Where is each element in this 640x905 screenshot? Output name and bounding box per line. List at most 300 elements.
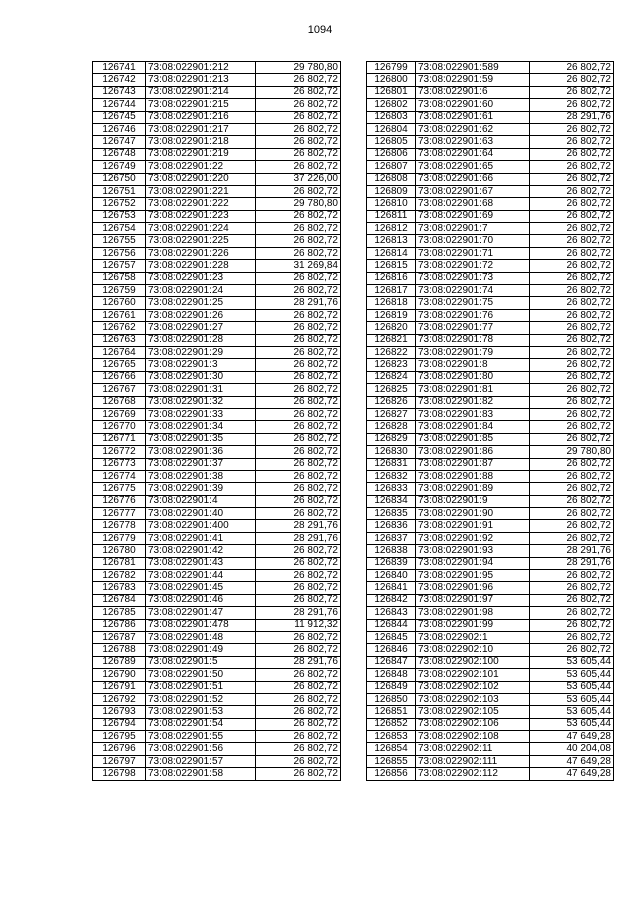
value-cell: 26 802,72 bbox=[530, 86, 614, 98]
table-row bbox=[367, 743, 614, 755]
row-number-cell: 126750 bbox=[93, 173, 146, 185]
value-cell: 26 802,72 bbox=[256, 396, 341, 408]
row-number-cell: 126849 bbox=[367, 681, 416, 693]
row-number-cell: 126745 bbox=[93, 111, 146, 123]
value-cell: 26 802,72 bbox=[530, 359, 614, 371]
value-cell: 26 802,72 bbox=[256, 768, 341, 780]
value-cell: 31 269,84 bbox=[256, 260, 341, 272]
value-cell: 26 802,72 bbox=[530, 285, 614, 297]
value-cell: 26 802,72 bbox=[530, 582, 614, 594]
row-number-cell: 126748 bbox=[93, 148, 146, 160]
table-row bbox=[93, 346, 341, 358]
table-row bbox=[93, 768, 341, 780]
row-number-cell: 126840 bbox=[367, 570, 416, 582]
row-number-cell: 126791 bbox=[93, 681, 146, 693]
cadastral-number-cell: 73:08:022901:63 bbox=[416, 136, 530, 148]
cadastral-number-cell: 73:08:022901:50 bbox=[146, 669, 256, 681]
row-number-cell: 126855 bbox=[367, 755, 416, 767]
value-cell: 11 912,32 bbox=[256, 619, 341, 631]
row-number-cell: 126785 bbox=[93, 607, 146, 619]
cadastral-number-cell: 73:08:022902:101 bbox=[416, 669, 530, 681]
table-row bbox=[367, 74, 614, 86]
value-cell: 26 802,72 bbox=[530, 198, 614, 210]
table-row bbox=[367, 272, 614, 284]
cadastral-number-cell: 73:08:022901:95 bbox=[416, 570, 530, 582]
value-cell: 26 802,72 bbox=[530, 334, 614, 346]
row-number-cell: 126781 bbox=[93, 557, 146, 569]
row-number-cell: 126792 bbox=[93, 693, 146, 705]
cadastral-number-cell: 73:08:022902:102 bbox=[416, 681, 530, 693]
cadastral-number-cell: 73:08:022901:216 bbox=[146, 111, 256, 123]
cadastral-number-cell: 73:08:022901:34 bbox=[146, 421, 256, 433]
cadastral-number-cell: 73:08:022901:96 bbox=[416, 582, 530, 594]
table-row bbox=[367, 86, 614, 98]
table-row bbox=[93, 322, 341, 334]
table-row bbox=[93, 582, 341, 594]
table-row bbox=[93, 433, 341, 445]
row-number-cell: 126796 bbox=[93, 743, 146, 755]
cadastral-number-cell: 73:08:022901:223 bbox=[146, 210, 256, 222]
table-row bbox=[93, 656, 341, 668]
row-number-cell: 126829 bbox=[367, 433, 416, 445]
cadastral-number-cell: 73:08:022901:93 bbox=[416, 545, 530, 557]
cadastral-number-cell: 73:08:022902:106 bbox=[416, 718, 530, 730]
table-row bbox=[367, 594, 614, 606]
value-cell: 26 802,72 bbox=[530, 433, 614, 445]
table-row bbox=[367, 99, 614, 111]
value-cell: 26 802,72 bbox=[530, 570, 614, 582]
cadastral-number-cell: 73:08:022901:67 bbox=[416, 185, 530, 197]
cadastral-number-cell: 73:08:022901:91 bbox=[416, 520, 530, 532]
cadastral-number-cell: 73:08:022901:84 bbox=[416, 421, 530, 433]
cadastral-number-cell: 73:08:022901:42 bbox=[146, 545, 256, 557]
value-cell: 26 802,72 bbox=[530, 631, 614, 643]
row-number-cell: 126788 bbox=[93, 644, 146, 656]
table-row bbox=[93, 297, 341, 309]
value-cell: 26 802,72 bbox=[256, 322, 341, 334]
table-row bbox=[367, 173, 614, 185]
row-number-cell: 126847 bbox=[367, 656, 416, 668]
cadastral-number-cell: 73:08:022901:39 bbox=[146, 483, 256, 495]
cadastral-number-cell: 73:08:022901:30 bbox=[146, 371, 256, 383]
cadastral-number-cell: 73:08:022901:3 bbox=[146, 359, 256, 371]
value-cell: 26 802,72 bbox=[256, 123, 341, 135]
table-row bbox=[93, 309, 341, 321]
cadastral-number-cell: 73:08:022901:55 bbox=[146, 731, 256, 743]
row-number-cell: 126764 bbox=[93, 346, 146, 358]
value-cell: 26 802,72 bbox=[256, 433, 341, 445]
row-number-cell: 126767 bbox=[93, 384, 146, 396]
row-number-cell: 126775 bbox=[93, 483, 146, 495]
cadastral-number-cell: 73:08:022901:9 bbox=[416, 495, 530, 507]
table-row bbox=[93, 272, 341, 284]
table-row bbox=[367, 508, 614, 520]
cadastral-number-cell: 73:08:022901:589 bbox=[416, 62, 530, 74]
cadastral-number-cell: 73:08:022902:10 bbox=[416, 644, 530, 656]
row-number-cell: 126820 bbox=[367, 322, 416, 334]
value-cell: 26 802,72 bbox=[256, 582, 341, 594]
row-number-cell: 126783 bbox=[93, 582, 146, 594]
table-row bbox=[93, 210, 341, 222]
value-cell: 26 802,72 bbox=[256, 86, 341, 98]
row-number-cell: 126850 bbox=[367, 693, 416, 705]
value-cell: 53 605,44 bbox=[530, 656, 614, 668]
row-number-cell: 126832 bbox=[367, 470, 416, 482]
cadastral-number-cell: 73:08:022901:228 bbox=[146, 260, 256, 272]
row-number-cell: 126765 bbox=[93, 359, 146, 371]
row-number-cell: 126842 bbox=[367, 594, 416, 606]
table-row bbox=[367, 371, 614, 383]
row-number-cell: 126741 bbox=[93, 62, 146, 74]
value-cell: 26 802,72 bbox=[256, 359, 341, 371]
row-number-cell: 126824 bbox=[367, 371, 416, 383]
row-number-cell: 126778 bbox=[93, 520, 146, 532]
cadastral-number-cell: 73:08:022901:98 bbox=[416, 607, 530, 619]
row-number-cell: 126761 bbox=[93, 309, 146, 321]
cadastral-number-cell: 73:08:022901:71 bbox=[416, 247, 530, 259]
row-number-cell: 126844 bbox=[367, 619, 416, 631]
row-number-cell: 126851 bbox=[367, 706, 416, 718]
table-row bbox=[367, 731, 614, 743]
value-cell: 26 802,72 bbox=[256, 470, 341, 482]
table-row bbox=[93, 235, 341, 247]
table-row bbox=[93, 396, 341, 408]
row-number-cell: 126819 bbox=[367, 309, 416, 321]
table-row bbox=[367, 408, 614, 420]
table-row bbox=[367, 334, 614, 346]
row-number-cell: 126838 bbox=[367, 545, 416, 557]
value-cell: 26 802,72 bbox=[530, 74, 614, 86]
value-cell: 53 605,44 bbox=[530, 669, 614, 681]
value-cell: 26 802,72 bbox=[530, 136, 614, 148]
row-number-cell: 126768 bbox=[93, 396, 146, 408]
table-row bbox=[93, 198, 341, 210]
table-row bbox=[367, 607, 614, 619]
cadastral-number-cell: 73:08:022901:74 bbox=[416, 285, 530, 297]
cadastral-number-cell: 73:08:022902:108 bbox=[416, 731, 530, 743]
value-cell: 26 802,72 bbox=[530, 458, 614, 470]
row-number-cell: 126831 bbox=[367, 458, 416, 470]
value-cell: 26 802,72 bbox=[256, 408, 341, 420]
row-number-cell: 126853 bbox=[367, 731, 416, 743]
row-number-cell: 126782 bbox=[93, 570, 146, 582]
table-row bbox=[93, 359, 341, 371]
row-number-cell: 126821 bbox=[367, 334, 416, 346]
table-row bbox=[367, 111, 614, 123]
cadastral-number-cell: 73:08:022901:73 bbox=[416, 272, 530, 284]
value-cell: 28 291,76 bbox=[256, 607, 341, 619]
cadastral-number-cell: 73:08:022901:83 bbox=[416, 408, 530, 420]
row-number-cell: 126793 bbox=[93, 706, 146, 718]
table-row bbox=[367, 458, 614, 470]
value-cell: 26 802,72 bbox=[256, 334, 341, 346]
page-number: 1094 bbox=[307, 24, 333, 36]
cadastral-number-cell: 73:08:022901:60 bbox=[416, 99, 530, 111]
value-cell: 53 605,44 bbox=[530, 706, 614, 718]
row-number-cell: 126837 bbox=[367, 532, 416, 544]
value-cell: 26 802,72 bbox=[530, 644, 614, 656]
cadastral-number-cell: 73:08:022901:25 bbox=[146, 297, 256, 309]
left-table bbox=[92, 61, 341, 781]
value-cell: 26 802,72 bbox=[530, 619, 614, 631]
value-cell: 26 802,72 bbox=[530, 408, 614, 420]
row-number-cell: 126742 bbox=[93, 74, 146, 86]
value-cell: 26 802,72 bbox=[530, 309, 614, 321]
cadastral-number-cell: 73:08:022901:82 bbox=[416, 396, 530, 408]
cadastral-number-cell: 73:08:022901:56 bbox=[146, 743, 256, 755]
cadastral-number-cell: 73:08:022901:8 bbox=[416, 359, 530, 371]
row-number-cell: 126807 bbox=[367, 161, 416, 173]
row-number-cell: 126803 bbox=[367, 111, 416, 123]
cadastral-number-cell: 73:08:022901:97 bbox=[416, 594, 530, 606]
row-number-cell: 126746 bbox=[93, 123, 146, 135]
cadastral-number-cell: 73:08:022901:43 bbox=[146, 557, 256, 569]
cadastral-number-cell: 73:08:022901:88 bbox=[416, 470, 530, 482]
cadastral-number-cell: 73:08:022901:219 bbox=[146, 148, 256, 160]
row-number-cell: 126846 bbox=[367, 644, 416, 656]
row-number-cell: 126835 bbox=[367, 508, 416, 520]
cadastral-number-cell: 73:08:022901:222 bbox=[146, 198, 256, 210]
row-number-cell: 126758 bbox=[93, 272, 146, 284]
row-number-cell: 126766 bbox=[93, 371, 146, 383]
cadastral-number-cell: 73:08:022901:217 bbox=[146, 123, 256, 135]
table-row bbox=[367, 681, 614, 693]
cadastral-number-cell: 73:08:022901:99 bbox=[416, 619, 530, 631]
table-row bbox=[93, 111, 341, 123]
cadastral-number-cell: 73:08:022902:1 bbox=[416, 631, 530, 643]
value-cell: 26 802,72 bbox=[530, 322, 614, 334]
row-number-cell: 126802 bbox=[367, 99, 416, 111]
value-cell: 26 802,72 bbox=[256, 161, 341, 173]
table-row bbox=[93, 631, 341, 643]
cadastral-number-cell: 73:08:022901:33 bbox=[146, 408, 256, 420]
row-number-cell: 126770 bbox=[93, 421, 146, 433]
value-cell: 26 802,72 bbox=[256, 309, 341, 321]
row-number-cell: 126848 bbox=[367, 669, 416, 681]
cadastral-number-cell: 73:08:022901:23 bbox=[146, 272, 256, 284]
row-number-cell: 126816 bbox=[367, 272, 416, 284]
value-cell: 26 802,72 bbox=[530, 247, 614, 259]
table-row bbox=[367, 557, 614, 569]
row-number-cell: 126809 bbox=[367, 185, 416, 197]
value-cell: 28 291,76 bbox=[256, 520, 341, 532]
cadastral-number-cell: 73:08:022901:68 bbox=[416, 198, 530, 210]
table-row bbox=[93, 483, 341, 495]
value-cell: 26 802,72 bbox=[256, 235, 341, 247]
value-cell: 26 802,72 bbox=[530, 532, 614, 544]
table-row bbox=[93, 446, 341, 458]
value-cell: 26 802,72 bbox=[530, 594, 614, 606]
value-cell: 28 291,76 bbox=[530, 111, 614, 123]
value-cell: 26 802,72 bbox=[530, 346, 614, 358]
row-number-cell: 126787 bbox=[93, 631, 146, 643]
table-row bbox=[93, 557, 341, 569]
row-number-cell: 126826 bbox=[367, 396, 416, 408]
table-row bbox=[367, 309, 614, 321]
row-number-cell: 126811 bbox=[367, 210, 416, 222]
value-cell: 28 291,76 bbox=[256, 532, 341, 544]
table-row bbox=[93, 644, 341, 656]
right-table bbox=[366, 61, 614, 781]
cadastral-number-cell: 73:08:022901:36 bbox=[146, 446, 256, 458]
row-number-cell: 126806 bbox=[367, 148, 416, 160]
value-cell: 47 649,28 bbox=[530, 731, 614, 743]
value-cell: 26 802,72 bbox=[256, 557, 341, 569]
value-cell: 26 802,72 bbox=[256, 458, 341, 470]
cadastral-number-cell: 73:08:022901:58 bbox=[146, 768, 256, 780]
table-row bbox=[367, 359, 614, 371]
value-cell: 26 802,72 bbox=[530, 161, 614, 173]
table-row bbox=[367, 198, 614, 210]
cadastral-number-cell: 73:08:022901:62 bbox=[416, 123, 530, 135]
row-number-cell: 126827 bbox=[367, 408, 416, 420]
table-row bbox=[367, 619, 614, 631]
table-row bbox=[367, 669, 614, 681]
cadastral-number-cell: 73:08:022901:221 bbox=[146, 185, 256, 197]
table-row bbox=[367, 223, 614, 235]
cadastral-number-cell: 73:08:022901:77 bbox=[416, 322, 530, 334]
table-row bbox=[93, 731, 341, 743]
row-number-cell: 126805 bbox=[367, 136, 416, 148]
cadastral-number-cell: 73:08:022901:40 bbox=[146, 508, 256, 520]
table-row bbox=[93, 161, 341, 173]
cadastral-number-cell: 73:08:022902:11 bbox=[416, 743, 530, 755]
table-row bbox=[367, 185, 614, 197]
row-number-cell: 126743 bbox=[93, 86, 146, 98]
table-row bbox=[367, 768, 614, 780]
cadastral-number-cell: 73:08:022901:61 bbox=[416, 111, 530, 123]
value-cell: 29 780,80 bbox=[256, 62, 341, 74]
value-cell: 26 802,72 bbox=[530, 495, 614, 507]
value-cell: 26 802,72 bbox=[256, 99, 341, 111]
row-number-cell: 126797 bbox=[93, 755, 146, 767]
table-row bbox=[93, 669, 341, 681]
value-cell: 26 802,72 bbox=[530, 384, 614, 396]
value-cell: 26 802,72 bbox=[256, 185, 341, 197]
row-number-cell: 126789 bbox=[93, 656, 146, 668]
value-cell: 26 802,72 bbox=[256, 669, 341, 681]
table-row bbox=[367, 322, 614, 334]
value-cell: 26 802,72 bbox=[256, 136, 341, 148]
table-row bbox=[367, 396, 614, 408]
cadastral-number-cell: 73:08:022902:100 bbox=[416, 656, 530, 668]
table-row bbox=[367, 235, 614, 247]
table-row bbox=[93, 619, 341, 631]
row-number-cell: 126817 bbox=[367, 285, 416, 297]
cadastral-number-cell: 73:08:022901:52 bbox=[146, 693, 256, 705]
value-cell: 40 204,08 bbox=[530, 743, 614, 755]
table-row bbox=[93, 74, 341, 86]
table-row bbox=[93, 334, 341, 346]
row-number-cell: 126814 bbox=[367, 247, 416, 259]
row-number-cell: 126752 bbox=[93, 198, 146, 210]
table-row bbox=[93, 247, 341, 259]
value-cell: 26 802,72 bbox=[256, 446, 341, 458]
value-cell: 26 802,72 bbox=[530, 123, 614, 135]
row-number-cell: 126822 bbox=[367, 346, 416, 358]
cadastral-number-cell: 73:08:022901:85 bbox=[416, 433, 530, 445]
value-cell: 26 802,72 bbox=[256, 421, 341, 433]
cadastral-number-cell: 73:08:022901:214 bbox=[146, 86, 256, 98]
cadastral-number-cell: 73:08:022901:38 bbox=[146, 470, 256, 482]
value-cell: 26 802,72 bbox=[256, 384, 341, 396]
row-number-cell: 126836 bbox=[367, 520, 416, 532]
value-cell: 26 802,72 bbox=[530, 223, 614, 235]
row-number-cell: 126753 bbox=[93, 210, 146, 222]
cadastral-number-cell: 73:08:022901:69 bbox=[416, 210, 530, 222]
cadastral-number-cell: 73:08:022902:112 bbox=[416, 768, 530, 780]
table-row bbox=[93, 545, 341, 557]
value-cell: 53 605,44 bbox=[530, 718, 614, 730]
cadastral-number-cell: 73:08:022901:48 bbox=[146, 631, 256, 643]
table-row bbox=[367, 210, 614, 222]
row-number-cell: 126830 bbox=[367, 446, 416, 458]
value-cell: 26 802,72 bbox=[256, 570, 341, 582]
cadastral-number-cell: 73:08:022901:7 bbox=[416, 223, 530, 235]
row-number-cell: 126772 bbox=[93, 446, 146, 458]
cadastral-number-cell: 73:08:022901:79 bbox=[416, 346, 530, 358]
cadastral-number-cell: 73:08:022901:64 bbox=[416, 148, 530, 160]
row-number-cell: 126841 bbox=[367, 582, 416, 594]
table-row bbox=[367, 421, 614, 433]
row-number-cell: 126825 bbox=[367, 384, 416, 396]
row-number-cell: 126798 bbox=[93, 768, 146, 780]
row-number-cell: 126801 bbox=[367, 86, 416, 98]
value-cell: 26 802,72 bbox=[256, 148, 341, 160]
cadastral-number-cell: 73:08:022901:54 bbox=[146, 718, 256, 730]
table-row bbox=[367, 297, 614, 309]
table-row bbox=[93, 86, 341, 98]
value-cell: 26 802,72 bbox=[256, 111, 341, 123]
cadastral-number-cell: 73:08:022901:59 bbox=[416, 74, 530, 86]
row-number-cell: 126839 bbox=[367, 557, 416, 569]
table-row bbox=[93, 718, 341, 730]
cadastral-number-cell: 73:08:022901:24 bbox=[146, 285, 256, 297]
value-cell: 26 802,72 bbox=[256, 731, 341, 743]
cadastral-number-cell: 73:08:022901:53 bbox=[146, 706, 256, 718]
value-cell: 26 802,72 bbox=[256, 371, 341, 383]
row-number-cell: 126795 bbox=[93, 731, 146, 743]
value-cell: 26 802,72 bbox=[256, 644, 341, 656]
value-cell: 28 291,76 bbox=[256, 297, 341, 309]
table-row bbox=[367, 285, 614, 297]
cadastral-number-cell: 73:08:022901:224 bbox=[146, 223, 256, 235]
value-cell: 47 649,28 bbox=[530, 755, 614, 767]
cadastral-number-cell: 73:08:022901:90 bbox=[416, 508, 530, 520]
value-cell: 26 802,72 bbox=[530, 272, 614, 284]
cadastral-number-cell: 73:08:022901:37 bbox=[146, 458, 256, 470]
row-number-cell: 126834 bbox=[367, 495, 416, 507]
value-cell: 26 802,72 bbox=[256, 483, 341, 495]
cadastral-number-cell: 73:08:022901:94 bbox=[416, 557, 530, 569]
cadastral-number-cell: 73:08:022901:89 bbox=[416, 483, 530, 495]
table-row bbox=[367, 247, 614, 259]
row-number-cell: 126790 bbox=[93, 669, 146, 681]
value-cell: 26 802,72 bbox=[256, 247, 341, 259]
cadastral-number-cell: 73:08:022901:225 bbox=[146, 235, 256, 247]
table-row bbox=[93, 223, 341, 235]
table-row bbox=[93, 371, 341, 383]
value-cell: 53 605,44 bbox=[530, 693, 614, 705]
cadastral-number-cell: 73:08:022901:215 bbox=[146, 99, 256, 111]
row-number-cell: 126794 bbox=[93, 718, 146, 730]
row-number-cell: 126800 bbox=[367, 74, 416, 86]
row-number-cell: 126843 bbox=[367, 607, 416, 619]
cadastral-number-cell: 73:08:022901:213 bbox=[146, 74, 256, 86]
table-row bbox=[93, 285, 341, 297]
cadastral-number-cell: 73:08:022901:86 bbox=[416, 446, 530, 458]
table-row bbox=[93, 136, 341, 148]
